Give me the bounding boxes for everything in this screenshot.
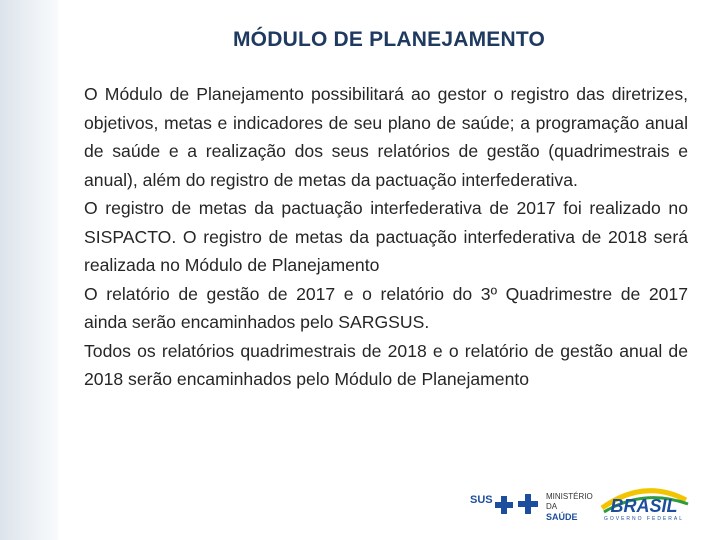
paragraph-relatorios-2018: Todos os relatórios quadrimestrais de 2018 e o relatório de gestão anual de 2018 serão encaminhados pelo Módulo de Planejamento (84, 340, 688, 389)
ministry-line2: SAÚDE (546, 512, 578, 522)
left-decorative-bar (0, 0, 58, 540)
ministry-line1: MINISTÉRIO DA (546, 492, 593, 511)
body-text (84, 80, 688, 394)
sus-label: SUS (470, 494, 493, 506)
slide-title: MÓDULO DE PLANEJAMENTO (232, 28, 546, 51)
paragraph-relatorio-2017: O relatório de gestão de 2017 e o relatório do 3º Quadrimestre de 2017 ainda serão encaminhados pelo SARGSUS. (84, 283, 688, 332)
brasil-flag-icon (594, 482, 694, 516)
brasil-label: BRASIL (610, 496, 678, 516)
paragraph-pactuacao: O registro de metas da pactuação interfederativa de 2017 foi realizado no SISPACTO. O registro de metas da pactuação interfederativa de 2018 será realizada no Módulo de Planejamento (84, 198, 688, 275)
sus-logo (470, 494, 493, 516)
brasil-tagline: GOVERNO FEDERAL (603, 516, 684, 522)
sus-cross-icon (494, 494, 514, 516)
paragraph-module-description: O Módulo de Planejamento possibilitará ao gestor o registro das diretrizes, objetivos, metas e indicadores de seu plano de saúde; a programação anual de saúde e a realização dos seus relatórios de gestão (quadrimestrais e anual), além do registro de metas da pactuação interfederativa. (84, 84, 688, 190)
brasil-governo-federal-logo (594, 482, 694, 526)
ministry-cross-icon (518, 494, 538, 514)
footer-logos (470, 482, 700, 526)
